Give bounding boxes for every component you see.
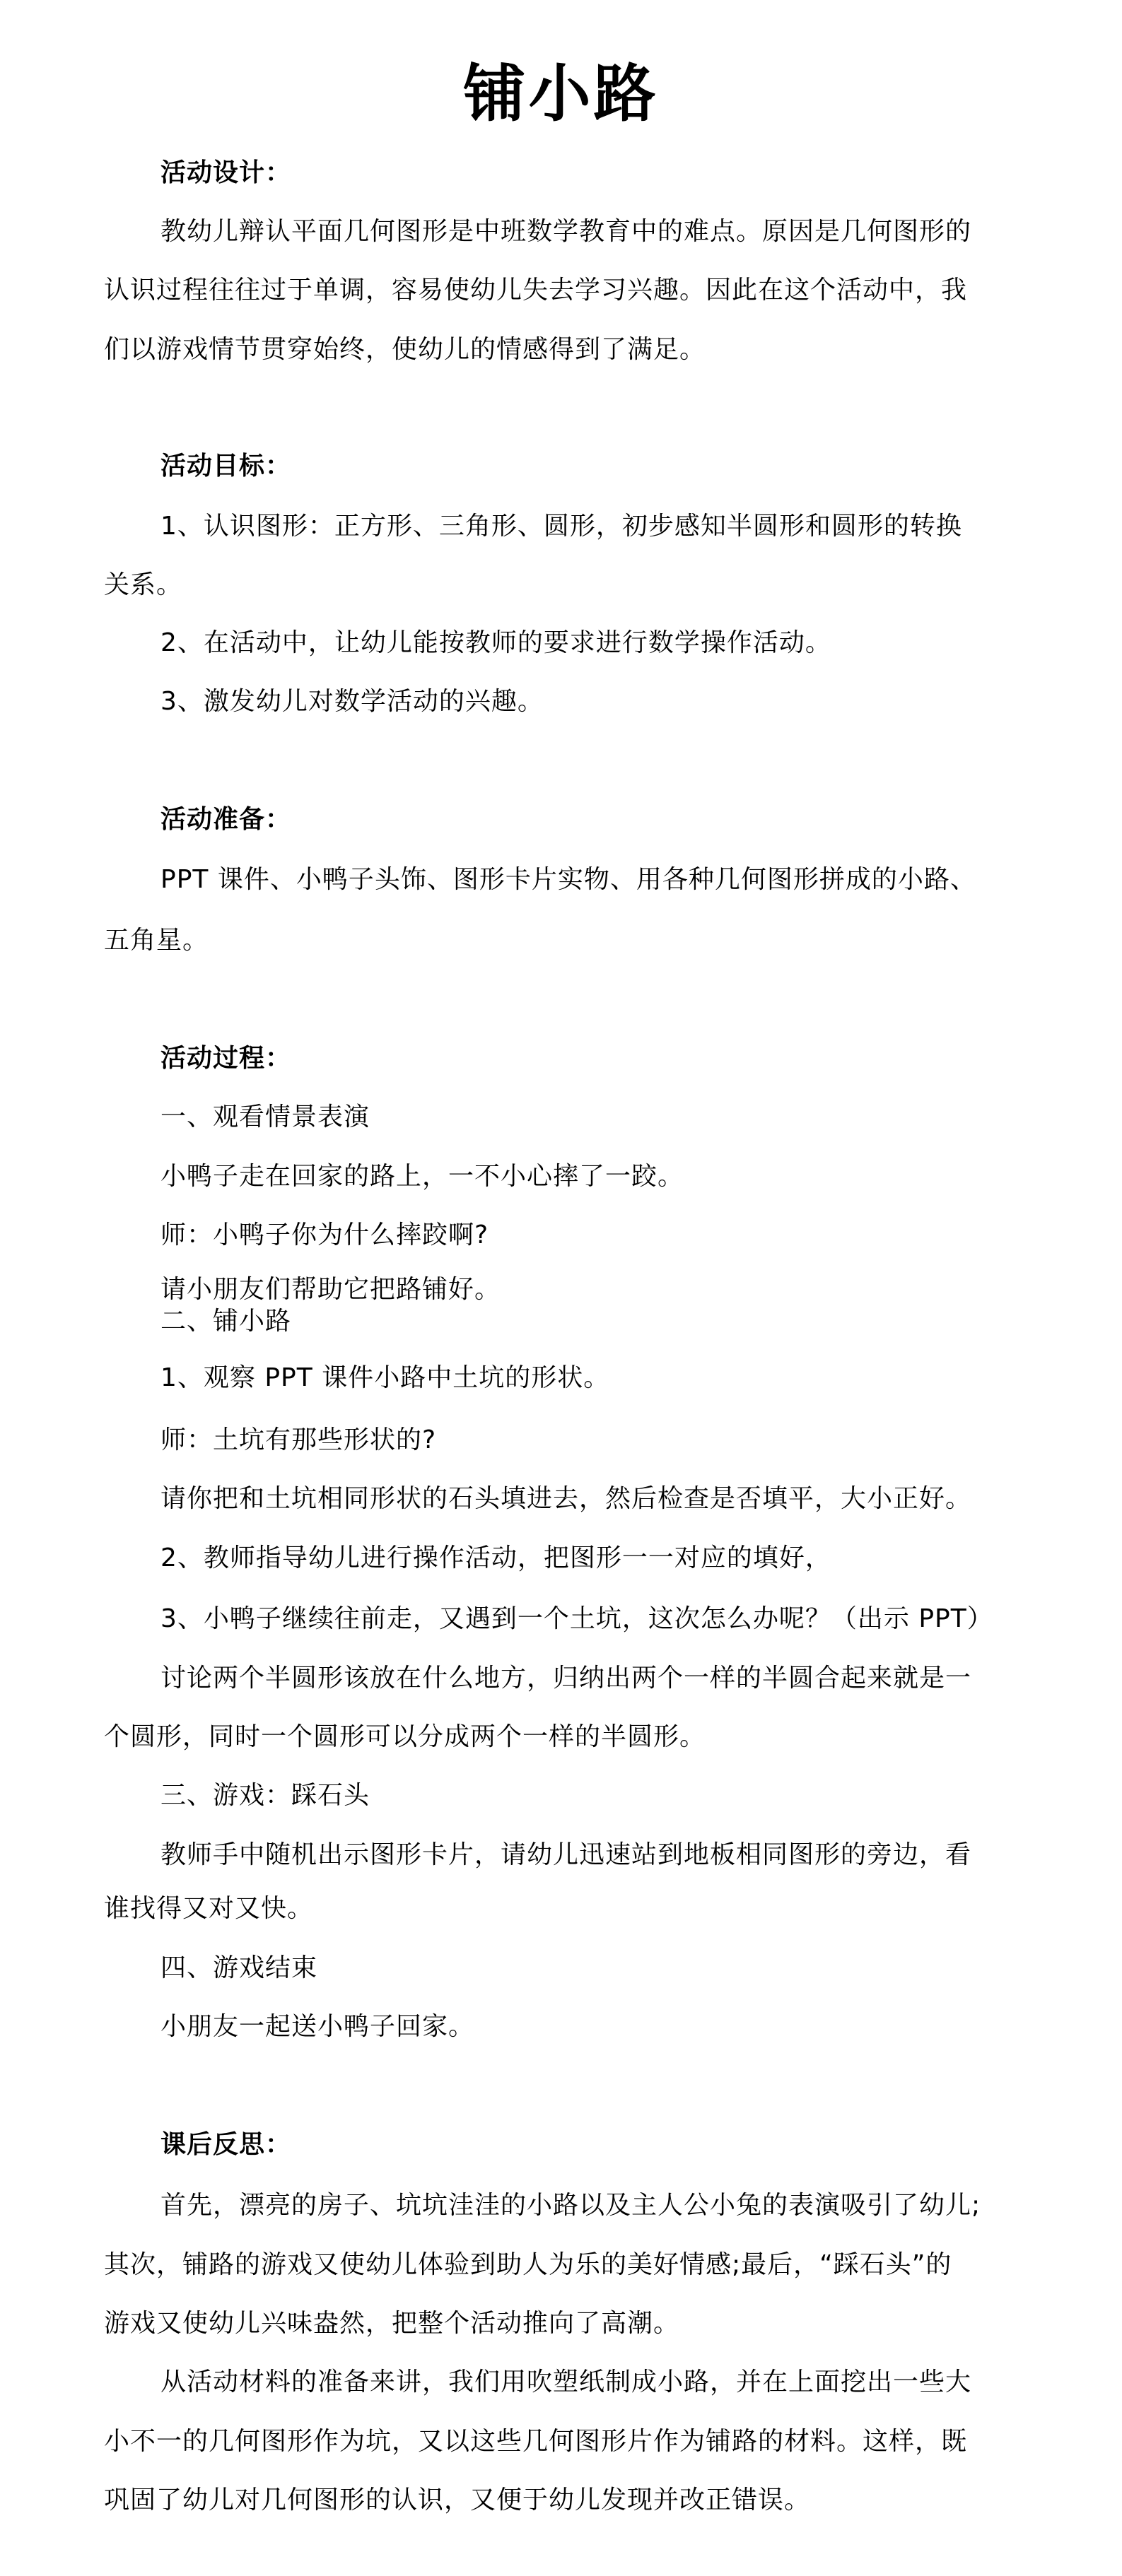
paragraph-line: 教幼儿辩认平面几何图形是中班数学教育中的难点。原因是几何图形的 bbox=[160, 217, 972, 246]
paragraph-line: 谁找得又对又快。 bbox=[104, 1894, 314, 1923]
step-heading: 一、观看情景表演 bbox=[160, 1102, 370, 1131]
paragraph-line: 从活动材料的准备来讲，我们用吹塑纸制成小路，并在上面挖出一些大 bbox=[160, 2368, 972, 2396]
paragraph-line: 请小朋友们帮助它把路铺好。 bbox=[160, 1275, 501, 1304]
section-heading-goals: 活动目标： bbox=[160, 452, 292, 481]
goal-item-continuation: 关系。 bbox=[104, 570, 183, 599]
paragraph-line: 讨论两个半圆形该放在什么地方，归纳出两个一样的半圆合起来就是一 bbox=[160, 1664, 972, 1693]
paragraph-line: 其次，铺路的游戏又使幼儿体验到助人为乐的美好情感;最后，“踩石头”的 bbox=[104, 2250, 952, 2279]
section-heading-reflection: 课后反思： bbox=[160, 2130, 292, 2159]
paragraph-line: 们以游戏情节贯穿始终，使幼儿的情感得到了满足。 bbox=[104, 335, 706, 364]
paragraph-line: 2、教师指导幼儿进行操作活动，把图形一一对应的填好， bbox=[160, 1543, 831, 1572]
goal-item: 1、认识图形：正方形、三角形、圆形，初步感知半圆形和圆形的转换 bbox=[160, 512, 962, 541]
paragraph-line: 小不一的几何图形作为坑，又以这些几何图形片作为铺路的材料。这样，既 bbox=[104, 2427, 968, 2456]
goal-item: 2、在活动中，让幼儿能按教师的要求进行数学操作活动。 bbox=[160, 628, 831, 657]
document-title: 铺小路 bbox=[463, 57, 659, 130]
paragraph-line: 小朋友一起送小鸭子回家。 bbox=[160, 2012, 475, 2041]
step-heading: 四、游戏结束 bbox=[160, 1953, 318, 1982]
paragraph-line: 教师手中随机出示图形卡片，请幼儿迅速站到地板相同图形的旁边，看 bbox=[160, 1840, 972, 1869]
paragraph-line: 个圆形，同时一个圆形可以分成两个一样的半圆形。 bbox=[104, 1722, 706, 1751]
paragraph-line: 1、观察 PPT 课件小路中土坑的形状。 bbox=[160, 1363, 610, 1392]
paragraph-line: 五角星。 bbox=[104, 926, 209, 955]
paragraph-line: 3、小鸭子继续往前走，又遇到一个土坑，这次怎么办呢？（出示 PPT） bbox=[160, 1604, 993, 1633]
section-heading-preparation: 活动准备： bbox=[160, 805, 292, 834]
goal-item: 3、激发幼儿对数学活动的兴趣。 bbox=[160, 687, 544, 716]
paragraph-line: 师：土坑有那些形状的? bbox=[160, 1425, 437, 1454]
section-heading-design: 活动设计： bbox=[160, 158, 292, 187]
paragraph-line: 认识过程往往过于单调，容易使幼儿失去学习兴趣。因此在这个活动中，我 bbox=[104, 276, 968, 305]
section-heading-process: 活动过程： bbox=[160, 1044, 292, 1073]
step-heading: 三、游戏：踩石头 bbox=[160, 1781, 370, 1810]
paragraph-line: 师：小鸭子你为什么摔跤啊? bbox=[160, 1221, 489, 1249]
step-heading: 二、铺小路 bbox=[160, 1307, 292, 1336]
paragraph-line: 巩固了幼儿对几何图形的认识，又便于幼儿发现并改正错误。 bbox=[104, 2486, 811, 2515]
paragraph-line: 游戏又使幼儿兴味盎然，把整个活动推向了高潮。 bbox=[104, 2309, 680, 2338]
paragraph-line: 小鸭子走在回家的路上，一不小心摔了一跤。 bbox=[160, 1162, 684, 1191]
paragraph-line: 首先，漂亮的房子、坑坑洼洼的小路以及主人公小兔的表演吸引了幼儿; bbox=[160, 2191, 981, 2220]
paragraph-line: PPT 课件、小鸭子头饰、图形卡片实物、用各种几何图形拼成的小路、 bbox=[160, 865, 976, 894]
paragraph-line: 请你把和土坑相同形状的石头填进去，然后检查是否填平，大小正好。 bbox=[160, 1484, 972, 1513]
